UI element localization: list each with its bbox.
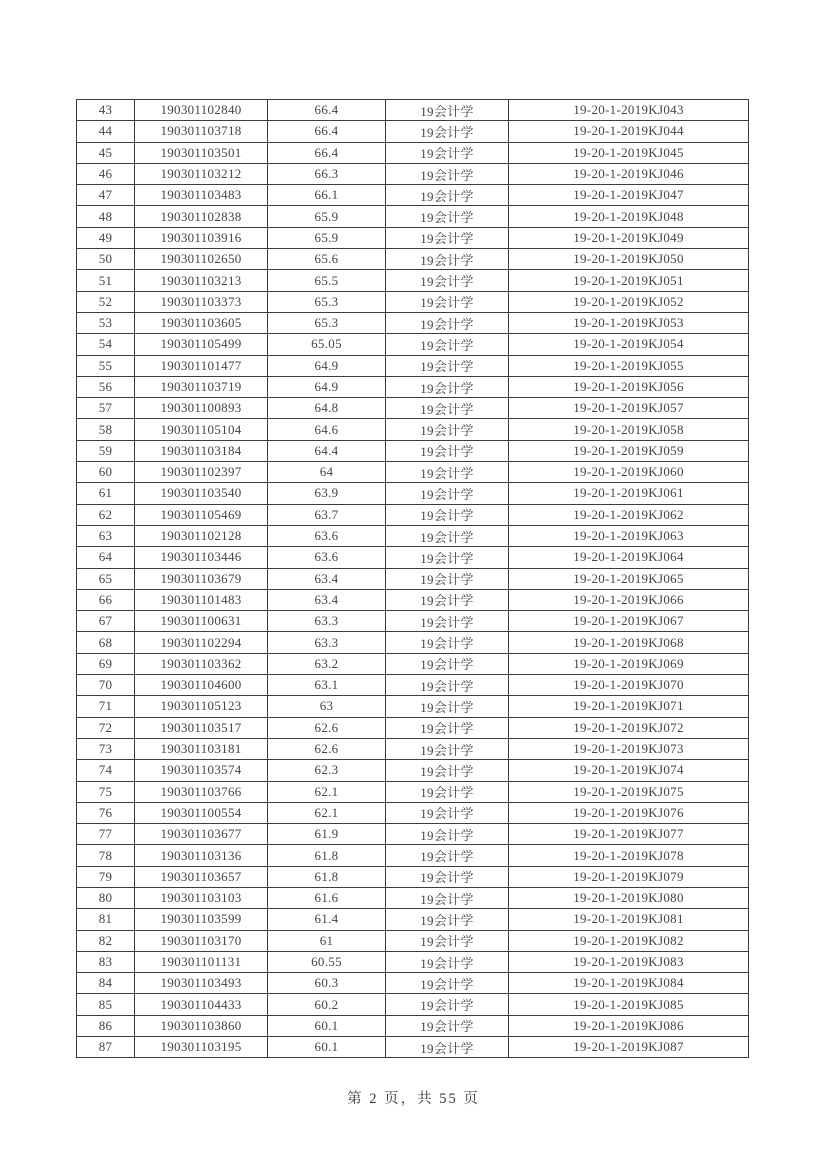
cell-class: 19会计学 — [386, 206, 509, 227]
cell-rank: 83 — [77, 951, 135, 972]
cell-rank: 63 — [77, 525, 135, 546]
cell-score: 63.4 — [268, 589, 386, 610]
cell-student-id: 190301103860 — [135, 1015, 268, 1036]
cell-rank: 69 — [77, 653, 135, 674]
cell-rank: 86 — [77, 1015, 135, 1036]
cell-class: 19会计学 — [386, 227, 509, 248]
cell-rank: 47 — [77, 185, 135, 206]
cell-exam-code: 19-20-1-2019KJ048 — [509, 206, 749, 227]
table-row — [77, 951, 749, 972]
cell-rank: 56 — [77, 376, 135, 397]
cell-score: 62.6 — [268, 738, 386, 759]
cell-score: 62.6 — [268, 717, 386, 738]
cell-class: 19会计学 — [386, 376, 509, 397]
cell-score: 65.3 — [268, 291, 386, 312]
cell-exam-code: 19-20-1-2019KJ047 — [509, 185, 749, 206]
cell-class: 19会计学 — [386, 675, 509, 696]
table-row — [77, 206, 749, 227]
cell-score: 63.6 — [268, 547, 386, 568]
cell-score: 61.4 — [268, 909, 386, 930]
cell-rank: 54 — [77, 334, 135, 355]
cell-student-id: 190301100554 — [135, 802, 268, 823]
cell-class: 19会计学 — [386, 951, 509, 972]
table-row — [77, 866, 749, 887]
cell-score: 62.1 — [268, 781, 386, 802]
table-row — [77, 802, 749, 823]
table-row — [77, 121, 749, 142]
cell-class: 19会计学 — [386, 398, 509, 419]
cell-rank: 75 — [77, 781, 135, 802]
score-table — [76, 99, 749, 1058]
table-row — [77, 824, 749, 845]
cell-score: 62.3 — [268, 760, 386, 781]
cell-student-id: 190301102397 — [135, 462, 268, 483]
cell-score: 63 — [268, 696, 386, 717]
cell-exam-code: 19-20-1-2019KJ053 — [509, 312, 749, 333]
cell-class: 19会计学 — [386, 270, 509, 291]
cell-class: 19会计学 — [386, 696, 509, 717]
cell-class: 19会计学 — [386, 355, 509, 376]
cell-rank: 76 — [77, 802, 135, 823]
cell-exam-code: 19-20-1-2019KJ084 — [509, 973, 749, 994]
table-row — [77, 291, 749, 312]
table-row — [77, 653, 749, 674]
cell-student-id: 190301104433 — [135, 994, 268, 1015]
cell-class: 19会计学 — [386, 824, 509, 845]
cell-score: 62.1 — [268, 802, 386, 823]
cell-exam-code: 19-20-1-2019KJ081 — [509, 909, 749, 930]
table-row — [77, 760, 749, 781]
cell-exam-code: 19-20-1-2019KJ049 — [509, 227, 749, 248]
cell-class: 19会计学 — [386, 312, 509, 333]
cell-exam-code: 19-20-1-2019KJ072 — [509, 717, 749, 738]
cell-rank: 66 — [77, 589, 135, 610]
cell-score: 64 — [268, 462, 386, 483]
table-row — [77, 376, 749, 397]
cell-rank: 58 — [77, 419, 135, 440]
cell-class: 19会计学 — [386, 611, 509, 632]
cell-rank: 55 — [77, 355, 135, 376]
cell-exam-code: 19-20-1-2019KJ044 — [509, 121, 749, 142]
cell-score: 65.9 — [268, 227, 386, 248]
table-row — [77, 568, 749, 589]
cell-student-id: 190301102840 — [135, 100, 268, 121]
cell-class: 19会计学 — [386, 994, 509, 1015]
cell-exam-code: 19-20-1-2019KJ056 — [509, 376, 749, 397]
cell-class: 19会计学 — [386, 909, 509, 930]
table-row — [77, 249, 749, 270]
cell-score: 60.2 — [268, 994, 386, 1015]
cell-student-id: 190301103605 — [135, 312, 268, 333]
cell-score: 65.9 — [268, 206, 386, 227]
cell-student-id: 190301103373 — [135, 291, 268, 312]
cell-class: 19会计学 — [386, 802, 509, 823]
cell-student-id: 190301103170 — [135, 930, 268, 951]
cell-rank: 78 — [77, 845, 135, 866]
cell-class: 19会计学 — [386, 163, 509, 184]
table-row — [77, 994, 749, 1015]
table-row — [77, 930, 749, 951]
cell-exam-code: 19-20-1-2019KJ051 — [509, 270, 749, 291]
cell-score: 64.8 — [268, 398, 386, 419]
cell-student-id: 190301103184 — [135, 440, 268, 461]
cell-exam-code: 19-20-1-2019KJ052 — [509, 291, 749, 312]
cell-class: 19会计学 — [386, 121, 509, 142]
cell-class: 19会计学 — [386, 866, 509, 887]
cell-student-id: 190301103181 — [135, 738, 268, 759]
cell-exam-code: 19-20-1-2019KJ054 — [509, 334, 749, 355]
cell-score: 66.4 — [268, 142, 386, 163]
cell-class: 19会计学 — [386, 568, 509, 589]
cell-student-id: 190301103213 — [135, 270, 268, 291]
cell-student-id: 190301103493 — [135, 973, 268, 994]
cell-student-id: 190301103446 — [135, 547, 268, 568]
cell-rank: 80 — [77, 887, 135, 908]
cell-score: 63.9 — [268, 483, 386, 504]
cell-class: 19会计学 — [386, 462, 509, 483]
cell-score: 63.6 — [268, 525, 386, 546]
cell-class: 19会计学 — [386, 100, 509, 121]
table-row — [77, 717, 749, 738]
cell-score: 63.3 — [268, 611, 386, 632]
cell-exam-code: 19-20-1-2019KJ058 — [509, 419, 749, 440]
cell-student-id: 190301103599 — [135, 909, 268, 930]
cell-exam-code: 19-20-1-2019KJ046 — [509, 163, 749, 184]
cell-student-id: 190301103766 — [135, 781, 268, 802]
table-row — [77, 547, 749, 568]
cell-rank: 68 — [77, 632, 135, 653]
cell-score: 65.3 — [268, 312, 386, 333]
cell-student-id: 190301103718 — [135, 121, 268, 142]
table-row — [77, 738, 749, 759]
cell-student-id: 190301102838 — [135, 206, 268, 227]
cell-score: 63.4 — [268, 568, 386, 589]
table-row — [77, 419, 749, 440]
cell-score: 60.1 — [268, 1015, 386, 1036]
cell-exam-code: 19-20-1-2019KJ077 — [509, 824, 749, 845]
cell-class: 19会计学 — [386, 653, 509, 674]
cell-student-id: 190301101131 — [135, 951, 268, 972]
cell-student-id: 190301100893 — [135, 398, 268, 419]
cell-exam-code: 19-20-1-2019KJ043 — [509, 100, 749, 121]
cell-class: 19会计学 — [386, 760, 509, 781]
cell-score: 61.8 — [268, 866, 386, 887]
cell-rank: 71 — [77, 696, 135, 717]
cell-exam-code: 19-20-1-2019KJ070 — [509, 675, 749, 696]
table-row — [77, 1037, 749, 1058]
cell-exam-code: 19-20-1-2019KJ059 — [509, 440, 749, 461]
cell-rank: 53 — [77, 312, 135, 333]
cell-student-id: 190301103103 — [135, 887, 268, 908]
cell-score: 63.7 — [268, 504, 386, 525]
cell-rank: 81 — [77, 909, 135, 930]
cell-exam-code: 19-20-1-2019KJ065 — [509, 568, 749, 589]
cell-score: 60.55 — [268, 951, 386, 972]
table-row — [77, 675, 749, 696]
cell-student-id: 190301103483 — [135, 185, 268, 206]
cell-rank: 65 — [77, 568, 135, 589]
cell-student-id: 190301101477 — [135, 355, 268, 376]
cell-student-id: 190301105123 — [135, 696, 268, 717]
table-row — [77, 163, 749, 184]
cell-student-id: 190301103195 — [135, 1037, 268, 1058]
cell-exam-code: 19-20-1-2019KJ071 — [509, 696, 749, 717]
cell-rank: 43 — [77, 100, 135, 121]
cell-rank: 84 — [77, 973, 135, 994]
table-row — [77, 462, 749, 483]
cell-student-id: 190301103540 — [135, 483, 268, 504]
cell-exam-code: 19-20-1-2019KJ078 — [509, 845, 749, 866]
cell-exam-code: 19-20-1-2019KJ067 — [509, 611, 749, 632]
cell-class: 19会计学 — [386, 334, 509, 355]
cell-rank: 62 — [77, 504, 135, 525]
table-row — [77, 100, 749, 121]
cell-rank: 48 — [77, 206, 135, 227]
cell-class: 19会计学 — [386, 717, 509, 738]
table-row — [77, 334, 749, 355]
cell-rank: 59 — [77, 440, 135, 461]
cell-exam-code: 19-20-1-2019KJ068 — [509, 632, 749, 653]
cell-class: 19会计学 — [386, 1015, 509, 1036]
cell-student-id: 190301100631 — [135, 611, 268, 632]
cell-score: 66.3 — [268, 163, 386, 184]
cell-student-id: 190301103657 — [135, 866, 268, 887]
cell-exam-code: 19-20-1-2019KJ082 — [509, 930, 749, 951]
cell-score: 64.9 — [268, 376, 386, 397]
cell-rank: 49 — [77, 227, 135, 248]
cell-score: 60.3 — [268, 973, 386, 994]
cell-exam-code: 19-20-1-2019KJ086 — [509, 1015, 749, 1036]
cell-student-id: 190301105499 — [135, 334, 268, 355]
cell-score: 64.6 — [268, 419, 386, 440]
cell-rank: 87 — [77, 1037, 135, 1058]
cell-rank: 52 — [77, 291, 135, 312]
cell-rank: 67 — [77, 611, 135, 632]
cell-exam-code: 19-20-1-2019KJ061 — [509, 483, 749, 504]
cell-class: 19会计学 — [386, 887, 509, 908]
table-row — [77, 845, 749, 866]
cell-class: 19会计学 — [386, 249, 509, 270]
cell-student-id: 190301103574 — [135, 760, 268, 781]
cell-rank: 77 — [77, 824, 135, 845]
cell-score: 61.6 — [268, 887, 386, 908]
cell-score: 60.1 — [268, 1037, 386, 1058]
table-row — [77, 696, 749, 717]
table-row — [77, 611, 749, 632]
cell-student-id: 190301103719 — [135, 376, 268, 397]
cell-class: 19会计学 — [386, 504, 509, 525]
cell-rank: 51 — [77, 270, 135, 291]
cell-exam-code: 19-20-1-2019KJ087 — [509, 1037, 749, 1058]
cell-rank: 85 — [77, 994, 135, 1015]
cell-exam-code: 19-20-1-2019KJ085 — [509, 994, 749, 1015]
cell-score: 65.05 — [268, 334, 386, 355]
table-row — [77, 185, 749, 206]
cell-exam-code: 19-20-1-2019KJ076 — [509, 802, 749, 823]
cell-rank: 82 — [77, 930, 135, 951]
cell-student-id: 190301103136 — [135, 845, 268, 866]
table-row — [77, 1015, 749, 1036]
cell-student-id: 190301103677 — [135, 824, 268, 845]
table-row — [77, 142, 749, 163]
cell-student-id: 190301103916 — [135, 227, 268, 248]
cell-exam-code: 19-20-1-2019KJ066 — [509, 589, 749, 610]
cell-class: 19会计学 — [386, 419, 509, 440]
table-row — [77, 483, 749, 504]
cell-exam-code: 19-20-1-2019KJ083 — [509, 951, 749, 972]
cell-rank: 50 — [77, 249, 135, 270]
cell-exam-code: 19-20-1-2019KJ074 — [509, 760, 749, 781]
table-row — [77, 504, 749, 525]
cell-score: 66.4 — [268, 121, 386, 142]
table-row — [77, 440, 749, 461]
cell-exam-code: 19-20-1-2019KJ063 — [509, 525, 749, 546]
table-row — [77, 589, 749, 610]
cell-exam-code: 19-20-1-2019KJ055 — [509, 355, 749, 376]
cell-class: 19会计学 — [386, 738, 509, 759]
cell-rank: 72 — [77, 717, 135, 738]
cell-student-id: 190301102294 — [135, 632, 268, 653]
cell-exam-code: 19-20-1-2019KJ057 — [509, 398, 749, 419]
table-row — [77, 973, 749, 994]
cell-rank: 79 — [77, 866, 135, 887]
cell-score: 66.4 — [268, 100, 386, 121]
cell-student-id: 190301102128 — [135, 525, 268, 546]
cell-score: 64.4 — [268, 440, 386, 461]
cell-score: 63.2 — [268, 653, 386, 674]
cell-score: 64.9 — [268, 355, 386, 376]
cell-rank: 57 — [77, 398, 135, 419]
cell-class: 19会计学 — [386, 973, 509, 994]
cell-exam-code: 19-20-1-2019KJ079 — [509, 866, 749, 887]
cell-score: 61 — [268, 930, 386, 951]
cell-student-id: 190301103212 — [135, 163, 268, 184]
score-table-body — [77, 100, 749, 1058]
cell-score: 63.3 — [268, 632, 386, 653]
cell-student-id: 190301105104 — [135, 419, 268, 440]
cell-exam-code: 19-20-1-2019KJ064 — [509, 547, 749, 568]
cell-class: 19会计学 — [386, 632, 509, 653]
cell-score: 63.1 — [268, 675, 386, 696]
cell-rank: 61 — [77, 483, 135, 504]
cell-exam-code: 19-20-1-2019KJ050 — [509, 249, 749, 270]
cell-rank: 60 — [77, 462, 135, 483]
cell-student-id: 190301103501 — [135, 142, 268, 163]
cell-student-id: 190301104600 — [135, 675, 268, 696]
cell-student-id: 190301103362 — [135, 653, 268, 674]
cell-student-id: 190301103517 — [135, 717, 268, 738]
cell-student-id: 190301105469 — [135, 504, 268, 525]
cell-class: 19会计学 — [386, 589, 509, 610]
cell-class: 19会计学 — [386, 845, 509, 866]
cell-class: 19会计学 — [386, 1037, 509, 1058]
cell-exam-code: 19-20-1-2019KJ045 — [509, 142, 749, 163]
cell-rank: 44 — [77, 121, 135, 142]
cell-score: 61.9 — [268, 824, 386, 845]
cell-class: 19会计学 — [386, 781, 509, 802]
cell-rank: 73 — [77, 738, 135, 759]
cell-class: 19会计学 — [386, 291, 509, 312]
table-row — [77, 887, 749, 908]
cell-rank: 46 — [77, 163, 135, 184]
cell-class: 19会计学 — [386, 185, 509, 206]
table-row — [77, 525, 749, 546]
table-row — [77, 227, 749, 248]
cell-class: 19会计学 — [386, 930, 509, 951]
cell-score: 65.6 — [268, 249, 386, 270]
cell-exam-code: 19-20-1-2019KJ060 — [509, 462, 749, 483]
cell-exam-code: 19-20-1-2019KJ069 — [509, 653, 749, 674]
table-row — [77, 312, 749, 333]
cell-score: 66.1 — [268, 185, 386, 206]
cell-class: 19会计学 — [386, 440, 509, 461]
table-row — [77, 270, 749, 291]
cell-rank: 74 — [77, 760, 135, 781]
cell-class: 19会计学 — [386, 483, 509, 504]
cell-student-id: 190301101483 — [135, 589, 268, 610]
table-row — [77, 632, 749, 653]
table-row — [77, 909, 749, 930]
cell-exam-code: 19-20-1-2019KJ080 — [509, 887, 749, 908]
cell-score: 61.8 — [268, 845, 386, 866]
cell-rank: 64 — [77, 547, 135, 568]
cell-class: 19会计学 — [386, 547, 509, 568]
cell-rank: 45 — [77, 142, 135, 163]
cell-rank: 70 — [77, 675, 135, 696]
cell-student-id: 190301103679 — [135, 568, 268, 589]
cell-exam-code: 19-20-1-2019KJ073 — [509, 738, 749, 759]
table-row — [77, 398, 749, 419]
cell-class: 19会计学 — [386, 142, 509, 163]
cell-exam-code: 19-20-1-2019KJ062 — [509, 504, 749, 525]
page-footer: 第 2 页，共 55 页 — [347, 1091, 480, 1107]
cell-student-id: 190301102650 — [135, 249, 268, 270]
table-row — [77, 355, 749, 376]
cell-score: 65.5 — [268, 270, 386, 291]
cell-exam-code: 19-20-1-2019KJ075 — [509, 781, 749, 802]
table-row — [77, 781, 749, 802]
cell-class: 19会计学 — [386, 525, 509, 546]
